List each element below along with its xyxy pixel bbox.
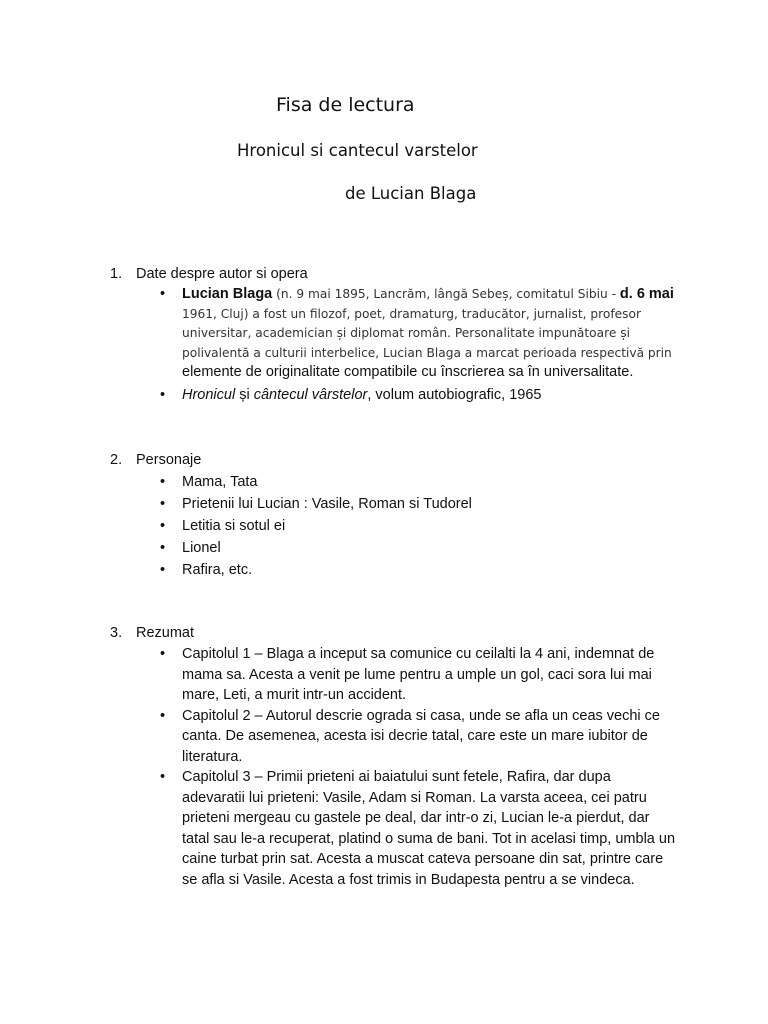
section-heading <box>110 263 690 285</box>
section-number: 3. <box>110 625 123 641</box>
chapter-summary: Capitolul 1 – Blaga a inceput sa comunice cu ceilalti la 4 ani, indemnat de mama sa. Acesta a venit pe lume pentru a umple un gol, caci sora lui mai mare, Leti, a murit intr-un accident. <box>182 646 655 703</box>
document-title: Fisa de lectura <box>276 94 415 116</box>
author-line: de Lucian Blaga <box>345 184 477 203</box>
section-number: 2. <box>110 452 123 468</box>
character-name: Prietenii lui Lucian : Vasile, Roman si Tudorel <box>182 496 472 512</box>
list-item-chapter-3 <box>110 767 676 890</box>
character-name: Lionel <box>182 540 221 556</box>
list-item <box>110 471 676 493</box>
bullet-icon: • <box>160 496 166 512</box>
work-title-italic-2: cântecul vârstelor <box>253 386 368 403</box>
author-bio-tail: elemente de originalitate compatibile cu înscrierea sa în universalitate. <box>182 364 634 380</box>
section-characters <box>110 449 690 581</box>
list-item-chapter-1 <box>110 644 676 706</box>
bullet-icon: • <box>160 646 166 662</box>
character-name: Letitia si sotul ei <box>182 518 286 534</box>
section-heading <box>110 449 690 471</box>
character-name: Mama, Tata <box>182 474 258 490</box>
list-item <box>110 515 676 537</box>
work-description: , volum autobiografic, 1965 <box>367 386 542 403</box>
work-title-conjunction: și <box>235 386 254 403</box>
bullet-icon: • <box>160 386 166 403</box>
section-heading <box>110 622 690 644</box>
section-heading-text: Personaje <box>136 452 202 468</box>
list-item-work <box>110 386 676 406</box>
character-name: Rafira, etc. <box>182 562 253 578</box>
author-name: Lucian Blaga <box>182 286 273 302</box>
section-heading-text: Date despre autor si opera <box>136 266 308 282</box>
section-number: 1. <box>110 266 123 282</box>
chapter-summary: Capitolul 3 – Primii prieteni ai baiatului sunt fetele, Rafira, dar dupa adevaratii lui prieteni: Vasile, Adam si Roman. La varsta aceea, cei patru prieteni mergeau cu gastele pe deal, dar intr-o zi, Lucian le-a pierdut, dar tatal sau le-a recuperat, platind o suma de bani. Tot in acelasi timp, umbla un caine turbat prin sat. Acesta a muscat cateva persoane din sat, printre care se afla si Vasile. Acesta a fost trimis in Budapesta pentru a se vindeca. <box>182 769 676 888</box>
list-item-author <box>110 285 676 383</box>
bullet-icon: • <box>160 286 166 302</box>
bullet-icon: • <box>160 769 166 785</box>
section-summary <box>110 622 690 890</box>
author-birth: (n. 9 mai 1895, Lancrăm, lângă Sebeș, comitatul Sibiu - <box>272 287 620 301</box>
bullet-list <box>110 471 690 581</box>
bullet-icon: • <box>160 474 166 490</box>
bullet-icon: • <box>160 518 166 534</box>
chapter-summary: Capitolul 2 – Autorul descrie ograda si casa, unde se afla un ceas vechi ce canta. De asemenea, acesta isi decrie tatal, care este un mare iubitor de literatura. <box>182 707 660 765</box>
section-author-and-work <box>110 263 690 405</box>
list-item-chapter-2 <box>110 706 676 768</box>
bullet-list <box>110 644 690 890</box>
section-heading-text: Rezumat <box>136 625 195 641</box>
work-title-italic-1: Hronicul <box>182 386 236 403</box>
list-item <box>110 559 676 581</box>
bullet-icon: • <box>160 540 166 556</box>
bullet-list <box>110 285 690 405</box>
list-item <box>110 493 676 515</box>
work-title: Hronicul si cantecul varstelor <box>237 141 478 160</box>
bullet-icon: • <box>160 707 166 724</box>
author-bio: 1961, Cluj) a fost un filozof, poet, dramaturg, traducător, jurnalist, profesor universitar, academician și diplomat român. Personalitate impunătoare și polivalentă a culturii interbelice, Lucian Blaga a marcat perioada respectivă prin <box>182 306 672 360</box>
author-death-date: d. 6 mai <box>619 286 674 302</box>
bullet-icon: • <box>160 562 166 578</box>
list-item <box>110 537 676 559</box>
